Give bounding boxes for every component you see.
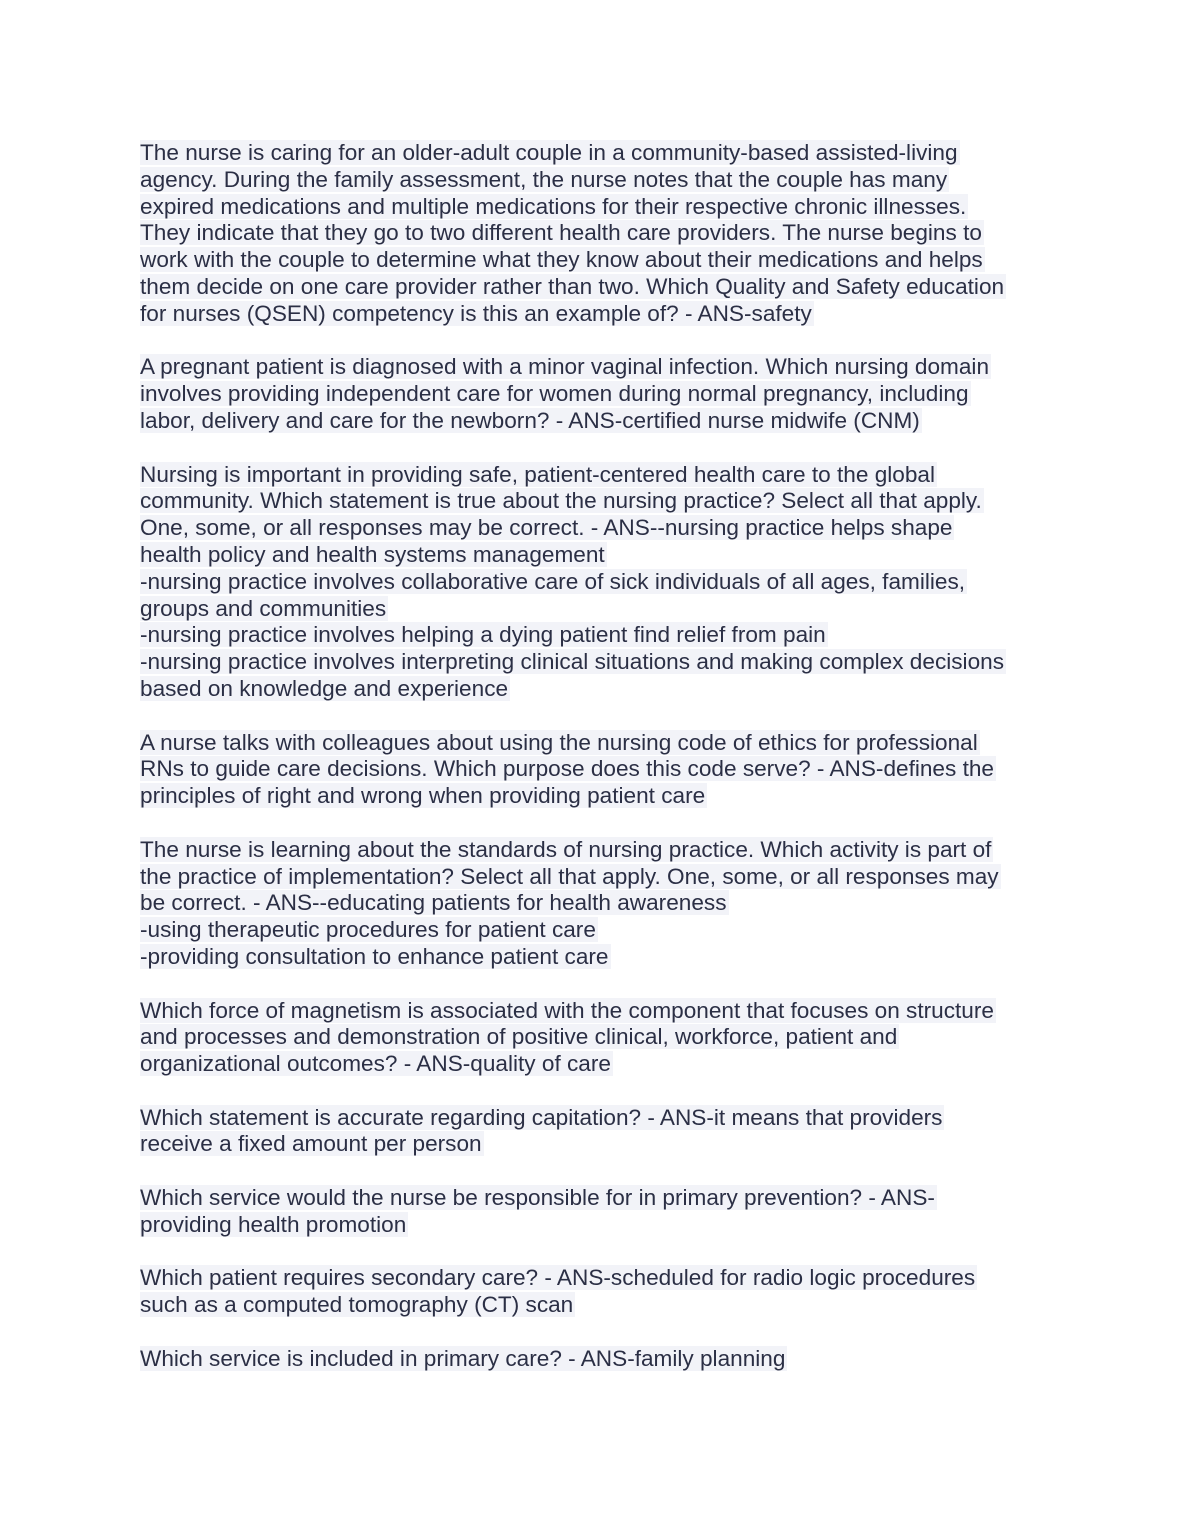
text-line: Which service is included in primary care? - ANS-family planning bbox=[140, 1345, 786, 1371]
text-line: Which statement is accurate regarding capitation? - ANS-it means that providers bbox=[140, 1104, 943, 1130]
text-line: them decide on one care provider rather than two. Which Quality and Safety education bbox=[140, 273, 1005, 299]
qa-item-secondary-care bbox=[140, 1265, 1045, 1319]
text-line: They indicate that they go to two different health care providers. The nurse begins to bbox=[140, 220, 982, 246]
text-line: One, some, or all responses may be correct. - ANS--nursing practice helps shape bbox=[140, 515, 953, 541]
text-line: involves providing independent care for women during normal pregnancy, including bbox=[140, 381, 969, 407]
text-line: groups and communities bbox=[140, 595, 387, 621]
document-body bbox=[140, 140, 1045, 1399]
qa-item-nurse-midwife bbox=[140, 354, 1045, 434]
text-line: labor, delivery and care for the newborn? - ANS-certified nurse midwife (CNM) bbox=[140, 407, 920, 433]
text-line: providing health promotion bbox=[140, 1211, 407, 1237]
text-line: the practice of implementation? Select all that apply. One, some, or all responses may bbox=[140, 863, 999, 889]
text-line: agency. During the family assessment, the nurse notes that the couple has many bbox=[140, 166, 948, 192]
text-line: and processes and demonstration of positive clinical, workforce, patient and bbox=[140, 1024, 898, 1050]
qa-item-standards-implementation bbox=[140, 837, 1045, 971]
text-line: receive a fixed amount per person bbox=[140, 1131, 482, 1157]
text-line: RNs to guide care decisions. Which purpose does this code serve? - ANS-defines the bbox=[140, 756, 994, 782]
text-line: principles of right and wrong when providing patient care bbox=[140, 783, 706, 809]
qa-item-primary-care bbox=[140, 1346, 1045, 1373]
qa-item-code-of-ethics bbox=[140, 730, 1045, 810]
text-line: based on knowledge and experience bbox=[140, 675, 509, 701]
text-line: -nursing practice involves interpreting clinical situations and making complex decisions bbox=[140, 649, 1005, 675]
text-line: for nurses (QSEN) competency is this an example of? - ANS-safety bbox=[140, 300, 812, 326]
text-line: A pregnant patient is diagnosed with a minor vaginal infection. Which nursing domain bbox=[140, 354, 990, 380]
text-line: be correct. - ANS--educating patients for health awareness bbox=[140, 890, 727, 916]
text-line: work with the couple to determine what they know about their medications and helps bbox=[140, 247, 983, 273]
text-line: -using therapeutic procedures for patient care bbox=[140, 917, 596, 943]
text-line: expired medications and multiple medications for their respective chronic illnesses. bbox=[140, 193, 967, 219]
text-line: Which force of magnetism is associated with the component that focuses on structure bbox=[140, 997, 994, 1023]
text-line: The nurse is caring for an older-adult couple in a community-based assisted-living bbox=[140, 140, 958, 165]
text-line: such as a computed tomography (CT) scan bbox=[140, 1292, 574, 1318]
qa-item-qsen-safety bbox=[140, 140, 1045, 328]
text-line: -nursing practice involves collaborative care of sick individuals of all ages, families, bbox=[140, 568, 966, 594]
qa-item-magnetism bbox=[140, 998, 1045, 1078]
text-line: Which patient requires secondary care? - ANS-scheduled for radio logic procedures bbox=[140, 1265, 976, 1291]
text-line: organizational outcomes? - ANS-quality of care bbox=[140, 1051, 611, 1077]
qa-item-capitation bbox=[140, 1105, 1045, 1159]
text-line: Which service would the nurse be responsible for in primary prevention? - ANS- bbox=[140, 1185, 935, 1211]
text-line: The nurse is learning about the standards of nursing practice. Which activity is part of bbox=[140, 836, 992, 862]
text-line: -providing consultation to enhance patient care bbox=[140, 943, 609, 969]
qa-item-primary-prevention bbox=[140, 1185, 1045, 1239]
text-line: community. Which statement is true about the nursing practice? Select all that apply. bbox=[140, 488, 982, 514]
qa-item-nursing-practice bbox=[140, 462, 1045, 703]
text-line: health policy and health systems management bbox=[140, 541, 605, 567]
text-line: A nurse talks with colleagues about using the nursing code of ethics for professional bbox=[140, 729, 978, 755]
text-line: -nursing practice involves helping a dying patient find relief from pain bbox=[140, 622, 826, 648]
text-line: Nursing is important in providing safe, patient-centered health care to the global bbox=[140, 461, 936, 487]
